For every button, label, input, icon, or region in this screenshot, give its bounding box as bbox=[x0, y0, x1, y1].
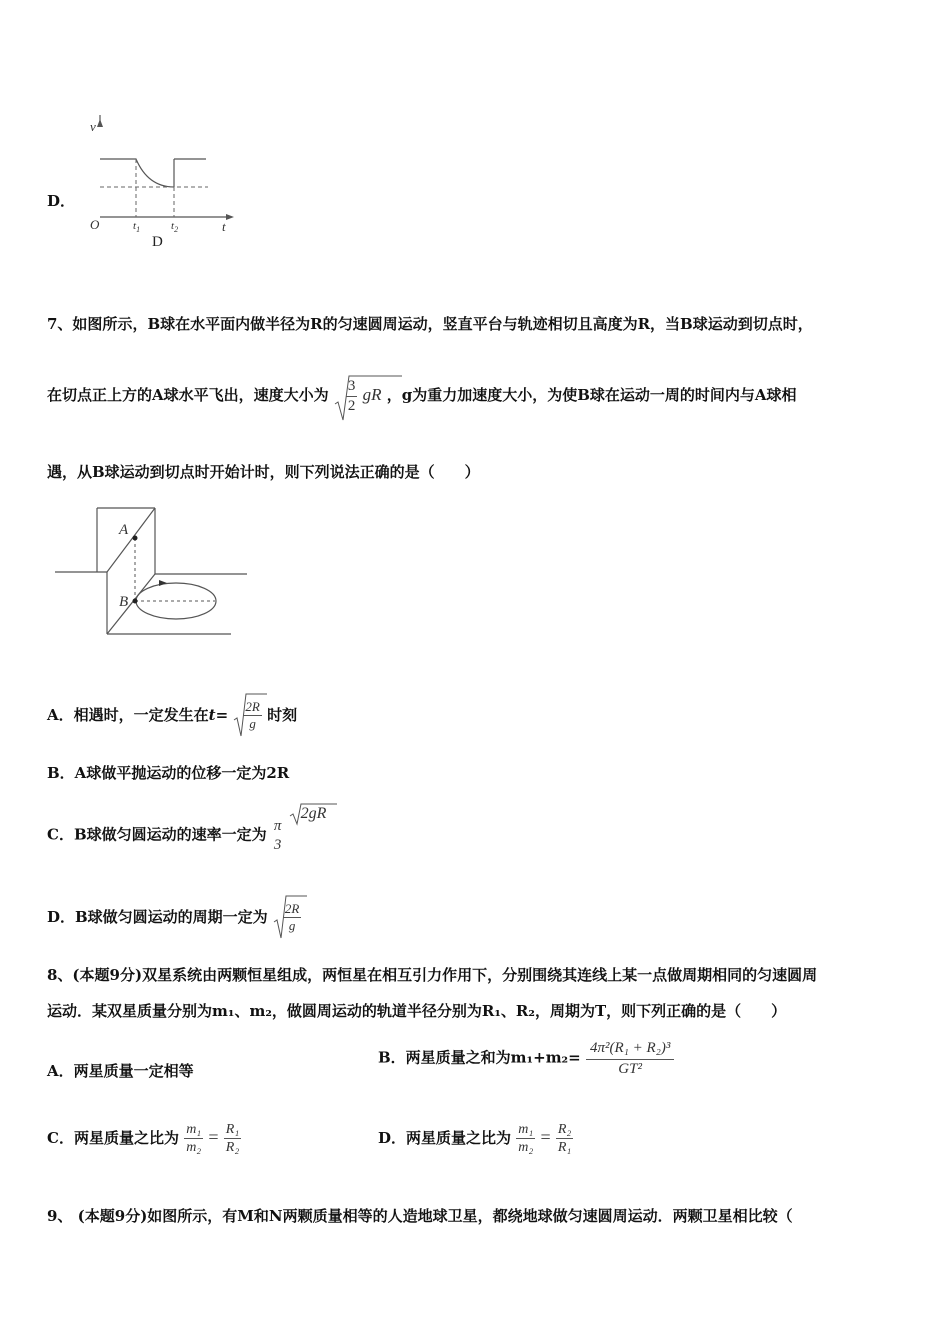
tick-t2: $t_2$ bbox=[171, 220, 179, 234]
q8-line2: 运动．某双星质量分别为m₁、m₂，做圆周运动的轨道半径分别为R₁、R₂，周期为T，则下列正确的是（ ） bbox=[47, 1002, 787, 1020]
tick-t1: $t_1$ bbox=[133, 220, 141, 234]
fig-label-b: B bbox=[119, 594, 129, 610]
q7-line2: 在切点正上方的A球水平飞出，速度大小为 $\frac{3}{2}$ gR ，g为重力加速度大小，为使B球在运动一周的时间内与A球相 bbox=[47, 378, 797, 414]
q7-line3: 遇，从B球运动到切点时开始计时，则下列说法正确的是（ ） bbox=[47, 463, 480, 481]
axis-t-label: t bbox=[222, 219, 226, 234]
q8-option-c: C．两星质量之比为 $\frac{\text{m₁}}{\text{m₂}}$ = $\frac{\text{R₁}}{\text{R₂}}$ bbox=[47, 1122, 240, 1156]
graph-caption: D bbox=[152, 234, 163, 250]
q8-option-b: B．两星质量之和为m₁+m₂= $\frac{\text{4π²(R₁ + R₂)³}}{\text{GT²}}$ bbox=[378, 1040, 674, 1077]
option-d-label: D． bbox=[47, 192, 76, 210]
q8-option-a: A．两星质量一定相等 bbox=[47, 1062, 194, 1080]
fig-label-a: A bbox=[119, 522, 129, 538]
origin-label: O bbox=[90, 217, 100, 232]
q7-figure bbox=[55, 500, 255, 645]
q8-option-d: D．两星质量之比为 $\frac{\text{m₁}}{\text{m₂}}$ = $\frac{\text{R₂}}{\text{R₁}}$ bbox=[378, 1122, 572, 1156]
vt-graph-d bbox=[80, 115, 240, 250]
axis-v-label: v bbox=[90, 119, 96, 134]
q7-option-d: D．B球做匀圆运动的周期一定为 $\frac{2R}{g}$ bbox=[47, 902, 301, 934]
curve-decel bbox=[100, 159, 174, 187]
q7-line1: 7、如图所示，B球在水平面内做半径为R的匀速圆周运动，竖直平台与轨迹相切且高度为R，当B球运动到切点时， bbox=[47, 315, 813, 333]
q9-line1: 9、 (本题9分)如图所示，有M和N两颗质量相等的人造地球卫星，都绕地球做匀速圆周运动．两颗卫星相比较（ bbox=[47, 1207, 793, 1225]
q8-line1: 8、(本题9分)双星系统由两颗恒星组成，两恒星在相互引力作用下，分别围绕其连线上某一点做周期相同的匀速圆周 bbox=[47, 966, 818, 984]
q7-option-b: B．A球做平抛运动的位移一定为2R bbox=[47, 764, 290, 782]
q7-option-c: C．B球做匀圆运动的速率一定为 π 3 2gR bbox=[47, 818, 326, 853]
q7-option-a: A．相遇时，一定发生在t= $\frac{2R}{g}$ 时刻 bbox=[47, 700, 297, 732]
